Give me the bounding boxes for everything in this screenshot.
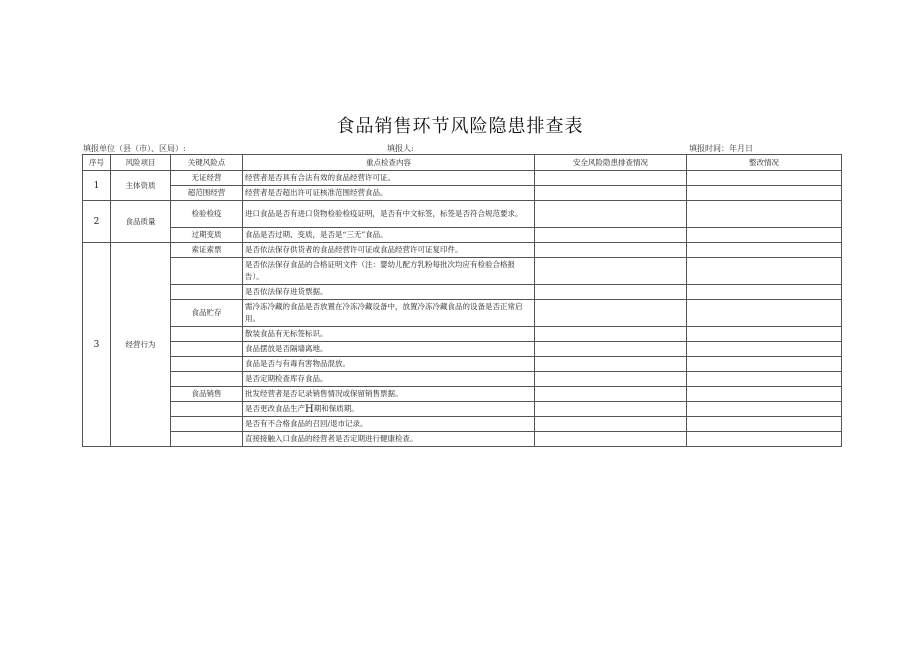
situation-cell[interactable] xyxy=(535,432,687,447)
header-no: 序号 xyxy=(83,155,111,171)
table-row xyxy=(83,357,842,372)
header-rectify: 整改情况 xyxy=(687,155,842,171)
row-number: 1 xyxy=(83,171,111,201)
rectify-cell[interactable] xyxy=(687,243,842,258)
inspection-table xyxy=(82,154,842,447)
check-content: 直接接触入口食品的经营者是否定期进行健康检查。 xyxy=(243,432,535,447)
table-row xyxy=(83,327,842,342)
risk-item: 食品质量 xyxy=(111,201,171,243)
table-row xyxy=(83,171,842,186)
situation-cell[interactable] xyxy=(535,285,687,300)
check-content: 需冷冻冷藏的食品是否放置在冷冻冷藏设备中，放置冷冻冷藏食品的设备是否正常启用。 xyxy=(243,300,535,327)
table-row xyxy=(83,432,842,447)
key-risk-point: 无证经营 xyxy=(171,171,243,186)
check-content: 经营者是否具有合法有效的食品经营许可证。 xyxy=(243,171,535,186)
key-risk-point-empty xyxy=(171,327,243,342)
table-row xyxy=(83,402,842,417)
situation-cell[interactable] xyxy=(535,300,687,327)
rectify-cell[interactable] xyxy=(687,171,842,186)
row-number: 2 xyxy=(83,201,111,243)
check-content: 批发经营者是否记录销售情况或保留销售票据。 xyxy=(243,387,535,402)
check-content: 是否有不合格食品的召回/退市记录。 xyxy=(243,417,535,432)
key-risk-point: 索证索票 xyxy=(171,243,243,258)
table-header-row xyxy=(83,155,842,171)
key-risk-point-empty xyxy=(171,258,243,285)
table-row xyxy=(83,243,842,258)
situation-cell[interactable] xyxy=(535,402,687,417)
header-content: 重点检查内容 xyxy=(243,155,535,171)
table-row xyxy=(83,342,842,357)
key-risk-point: 过期变质 xyxy=(171,228,243,243)
table-row xyxy=(83,300,842,327)
key-risk-point-empty xyxy=(171,342,243,357)
check-content-part: 是否更改食品生产 xyxy=(245,403,305,413)
rectify-cell[interactable] xyxy=(687,417,842,432)
check-content: 是否依法保存食品的合格证明文件（注：婴幼儿配方乳粉每批次均应有检验合格报告）。 xyxy=(243,258,535,285)
situation-cell[interactable] xyxy=(535,327,687,342)
check-content: 经营者是否超出许可证核准范围经营食品。 xyxy=(243,186,535,201)
header-point: 关键风险点 xyxy=(171,155,243,171)
rectify-cell[interactable] xyxy=(687,342,842,357)
key-risk-point-empty xyxy=(171,372,243,387)
rectify-cell[interactable] xyxy=(687,186,842,201)
situation-cell[interactable] xyxy=(535,387,687,402)
table-row xyxy=(83,228,842,243)
table-row xyxy=(83,417,842,432)
check-content: 食品是否过期、变质，是否是“三无”食品。 xyxy=(243,228,535,243)
fill-unit-label: 填报单位（县（市）、区局）: xyxy=(83,144,186,153)
check-content: 食品摆放是否隔墙离地。 xyxy=(243,342,535,357)
table-row xyxy=(83,201,842,228)
key-risk-point: 食品贮存 xyxy=(171,300,243,327)
fill-person-label: 填报人: xyxy=(387,144,414,153)
table-row xyxy=(83,258,842,285)
header-situation: 安全风险隐患排查情况 xyxy=(535,155,687,171)
fill-time-label: 填报时间：年月日 xyxy=(689,144,753,153)
risk-item: 经营行为 xyxy=(111,243,171,447)
check-content-part: H xyxy=(305,403,314,415)
check-content xyxy=(243,402,535,417)
rectify-cell[interactable] xyxy=(687,228,842,243)
header-item: 风险项目 xyxy=(111,155,171,171)
check-content: 进口食品是否有进口货物检验检疫证明，是否有中文标签，标签是否符合规范要求。 xyxy=(243,201,535,228)
check-content: 食品是否与有毒有害物品混放。 xyxy=(243,357,535,372)
situation-cell[interactable] xyxy=(535,417,687,432)
rectify-cell[interactable] xyxy=(687,432,842,447)
situation-cell[interactable] xyxy=(535,171,687,186)
key-risk-point-empty xyxy=(171,285,243,300)
row-number: 3 xyxy=(83,243,111,447)
situation-cell[interactable] xyxy=(535,201,687,228)
risk-item: 主体资质 xyxy=(111,171,171,201)
situation-cell[interactable] xyxy=(535,372,687,387)
check-content: 是否定期检查库存食品。 xyxy=(243,372,535,387)
situation-cell[interactable] xyxy=(535,357,687,372)
rectify-cell[interactable] xyxy=(687,300,842,327)
check-content: 是否依法保存供货者的食品经营许可证或食品经营许可证复印件。 xyxy=(243,243,535,258)
table-row xyxy=(83,387,842,402)
table-row xyxy=(83,372,842,387)
check-content: 是否依法保存进货票据。 xyxy=(243,285,535,300)
key-risk-point-empty xyxy=(171,402,243,417)
situation-cell[interactable] xyxy=(535,228,687,243)
rectify-cell[interactable] xyxy=(687,372,842,387)
rectify-cell[interactable] xyxy=(687,387,842,402)
key-risk-point: 超范围经营 xyxy=(171,186,243,201)
key-risk-point-empty xyxy=(171,432,243,447)
check-content: 散装食品有无标签标识。 xyxy=(243,327,535,342)
key-risk-point-empty xyxy=(171,357,243,372)
table-row xyxy=(83,186,842,201)
table-row xyxy=(83,285,842,300)
situation-cell[interactable] xyxy=(535,243,687,258)
key-risk-point: 食品销售 xyxy=(171,387,243,402)
page-title: 食品销售环节风险隐患排查表 xyxy=(336,116,584,137)
situation-cell[interactable] xyxy=(535,342,687,357)
situation-cell[interactable] xyxy=(535,186,687,201)
rectify-cell[interactable] xyxy=(687,402,842,417)
rectify-cell[interactable] xyxy=(687,285,842,300)
check-content-part: 期和保质期。 xyxy=(313,403,359,413)
situation-cell[interactable] xyxy=(535,258,687,285)
rectify-cell[interactable] xyxy=(687,357,842,372)
rectify-cell[interactable] xyxy=(687,201,842,228)
rectify-cell[interactable] xyxy=(687,258,842,285)
key-risk-point: 检验检疫 xyxy=(171,201,243,228)
rectify-cell[interactable] xyxy=(687,327,842,342)
key-risk-point-empty xyxy=(171,417,243,432)
